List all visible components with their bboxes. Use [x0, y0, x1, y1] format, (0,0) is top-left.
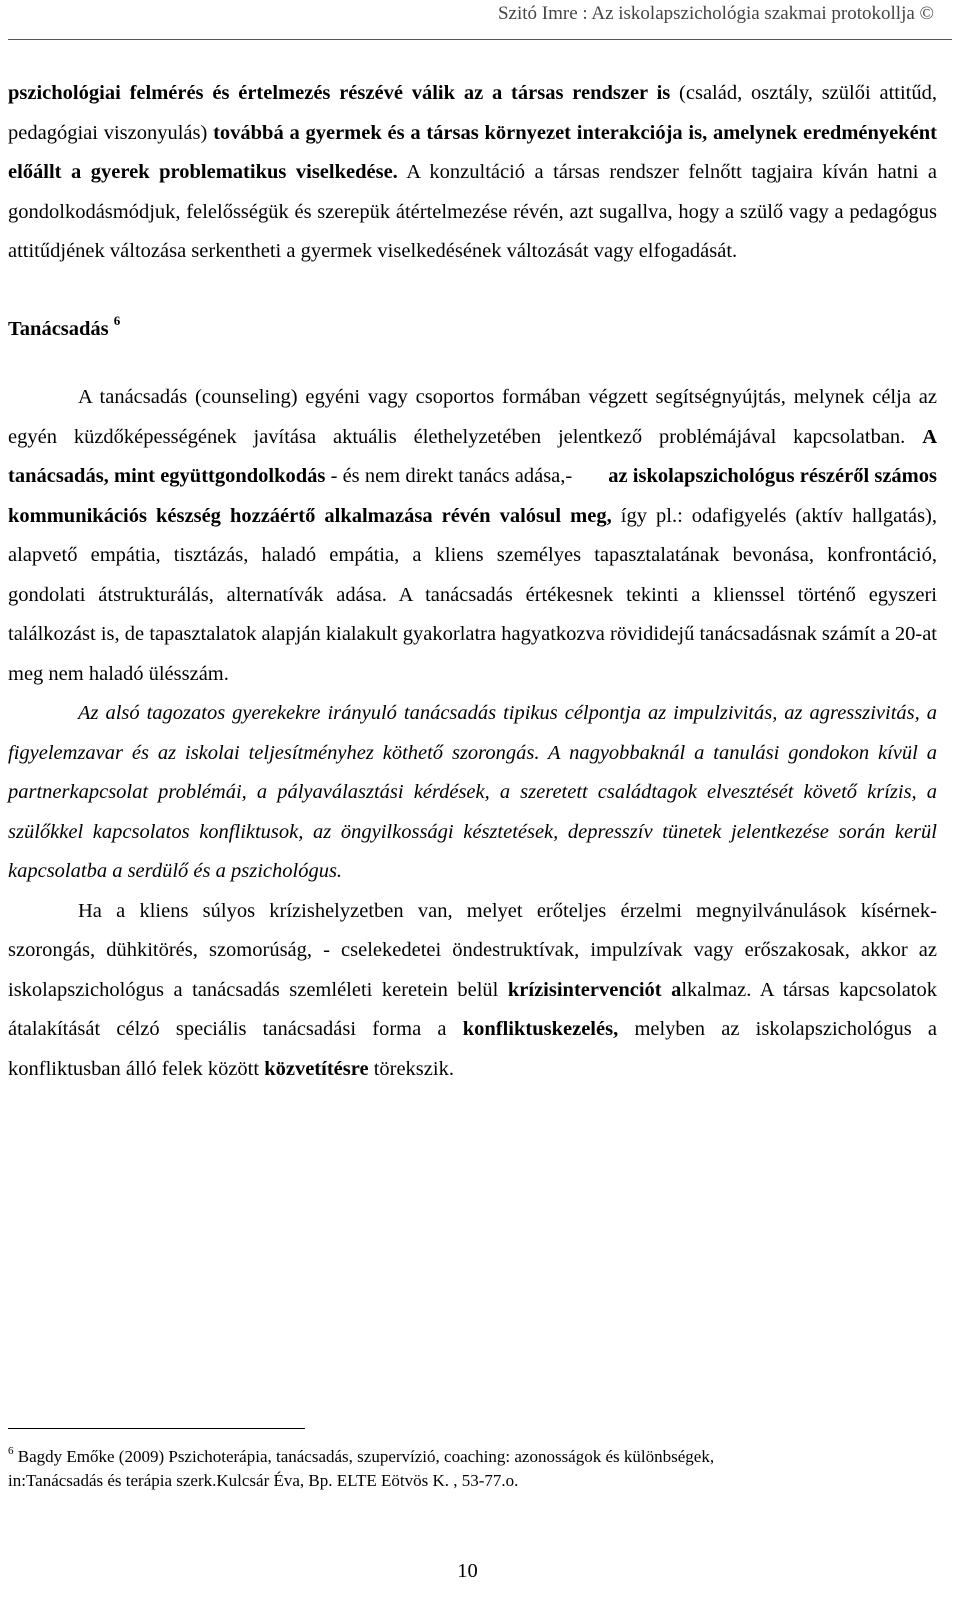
body-text: melyben az iskolapszichológus a konfliktusban álló felek között: [8, 1018, 937, 1080]
page-body: [8, 74, 937, 1089]
running-header: Szitó Imre : Az iskolapszichológia szakmai protokollja ©: [497, 3, 934, 24]
footnote-number: 6: [8, 1445, 14, 1457]
body-text: Ha a kliens súlyos krízishelyzetben van, melyet erőteljes érzelmi megnyilvánulások kísérnek- szorongás, dühkitörés, szomorúság, - cselekedetei öndestruktívak, impulzívak vagy erőszakosak, akkor az iskolapszichológus a tanácsadás szemléleti keretein belül: [8, 899, 937, 1001]
bold-text: A tanácsadás, mint együttgondolkodás: [8, 425, 937, 487]
paragraph-age-groups: Az alsó tagozatos gyerekekre irányuló tanácsadás tipikus célpontja az impulzivitás, az agresszivitás, a figyelemzavar és az iskolai teljesítményhez köthető szorongás. A nagyobbaknál a tanulási gondokon kívül a partnerkapcsolat problémái, a pályaválasztási kérdések, a szeretett családtagok elvesztését követő krízis, a szülőkkel kapcsolatos konfliktusok, az öngyilkossági késztetések, depresszív tünetek jelentkezése során kerül kapcsolatba a serdülő és a pszichológus.: [8, 702, 937, 882]
footnote-reference: 6: [113, 312, 121, 328]
paragraph-crisis: [8, 892, 937, 1090]
bold-text: konfliktuskezelés,: [462, 1018, 619, 1040]
bold-text: az iskolapszichológus részéről számos kommunikációs készség hozzáértő alkalmazása révén valósul meg,: [8, 465, 937, 527]
paragraph-consultation: [8, 74, 937, 272]
bold-text: krízisintervenciót a: [507, 978, 682, 1001]
bold-text: pszichológiai felmérés és értelmezés részévé válik az a társas rendszer is: [8, 82, 671, 104]
body-text: - és nem direkt tanács adása,-: [325, 465, 573, 487]
body-text: A tanácsadás (counseling) egyéni vagy csoportos formában végzett segítségnyújtás, melynek célja az egyén küzdőképességének javítása aktuális élethelyzetében jelentkező problémájával kapcsolatban.: [8, 386, 937, 448]
section-heading: [8, 310, 937, 350]
body-text: így pl.: odafigyelés (aktív hallgatás), alapvető empátia, tisztázás, haladó empátia, a kliens személyes tapasztalatának bevonása, konfrontáció, gondolati átstrukturálás, alternatívák adása. A tanácsadás értékesnek tekinti a klienssel történő egyszeri találkozást is, de tapasztalatok alapján kialakult gyakorlatra hagyatkozva rövididejű tanácsadásnak számít a 20-at meg nem haladó ülésszám.: [8, 504, 938, 685]
bold-text: továbbá a gyermek és a társas környezet interakciója is, amelynek eredményeként előállt a gyerek problematikus viselkedése.: [8, 121, 937, 183]
body-text: lkalmaz. A társas kapcsolatok átalakítását célzó speciális tanácsadási forma a: [8, 978, 937, 1040]
header-divider: [8, 39, 952, 40]
body-text: (család, osztály, szülői attitűd, pedagógiai viszonyulás): [8, 82, 937, 144]
bold-text: közvetítésre: [264, 1057, 369, 1080]
footnote-text: Bagdy Emőke (2009) Pszichoterápia, tanácsadás, szupervízió, coaching: azonosságok és különbségek,: [13, 1447, 715, 1466]
body-text: törekszik.: [368, 1057, 454, 1080]
body-text: A konzultáció a társas rendszer felnőtt tagjaira kíván hatni a gondolkodásmódjuk, felelősségük és szerepük átértelmezése révén, azt sugallva, hogy a szülő vagy a pedagógus attitűdjének változása serkentheti a gyermek viselkedésének változását vagy elfogadását.: [8, 161, 938, 262]
section-title: Tanácsadás: [8, 317, 109, 340]
page-number: 10: [457, 1560, 478, 1582]
footnote-divider: [8, 1428, 305, 1429]
paragraph-counseling: [8, 378, 937, 694]
footnote-text: in:Tanácsadás és terápia szerk.Kulcsár Éva, Bp. ELTE Eötvös K. , 53-77.o.: [8, 1471, 519, 1490]
footnote: [8, 1445, 937, 1493]
